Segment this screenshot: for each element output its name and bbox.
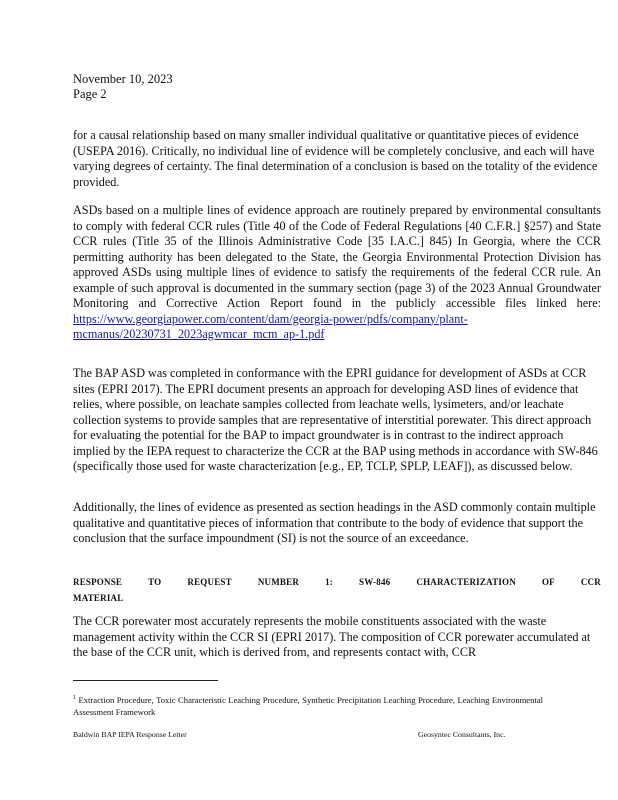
paragraph-lines-of-evidence: Additionally, the lines of evidence as presented as section headings in the ASD commonly contain multiple qualitative and quantitative pieces of information that contribute to the body of evidence that support the conclusion that the surface impoundment (SI) is not the source of an exceedance. [73, 500, 596, 545]
section-heading-line-1 [73, 574, 601, 590]
footnote [73, 692, 543, 719]
footer-company-name: Geosyntec Consultants, Inc. [418, 730, 506, 739]
letter-header [73, 72, 173, 102]
heading-word: NUMBER [257, 577, 300, 587]
heading-word: 1: [325, 577, 333, 587]
paragraph-epri-guidance: The BAP ASD was completed in conformance with the EPRI guidance for development of ASDs at CCR sites (EPRI 2017). The EPRI document presents an approach for developing ASD lines of evidence that relies, where possible, on leachate samples collected from leachate wells, lysimeters, and/or leachate collection systems to provide samples that are representative of interstitial porewater. This direct approach for evaluating the potential for the BAP to impact groundwater is in contrast to the indirect approach implied by the IEPA request to characterize the CCR at the BAP using methods in accordance with SW-846 (specifically those used for waste characterization [e.g., EP, TCLP, SPLP, LEAF]), as discussed below. [73, 366, 598, 473]
heading-word: OF [541, 577, 555, 587]
heading-word: REQUEST [187, 577, 232, 587]
heading-word: CCR [580, 577, 601, 587]
paragraph-causal-relationship: for a causal relationship based on many smaller individual qualitative or quantitative pieces of evidence (USEPA 2016). Critically, no individual line of evidence will be completely conclusive, and each will have varying degrees of certainty. The final determination of a conclusion is based on the totality of the evidence provided. [73, 128, 598, 189]
footnote-marker: 1 [73, 695, 76, 701]
header-page-number: Page 2 [73, 87, 107, 101]
section-heading [73, 574, 601, 606]
heading-word: RESPONSE [73, 577, 123, 587]
footer-document-title: Baldwin BAP IEPA Response Letter [73, 730, 187, 739]
georgia-power-link[interactable]: https://www.georgiapower.com/content/dam/georgia-power/pdfs/company/plant-mcmanus/20230731_2023agwmcar_mcm_ap-1.pdf [73, 311, 468, 341]
footnote-divider [73, 680, 218, 681]
footnote-text: Extraction Procedure, Toxic Characteristic Leaching Procedure, Synthetic Precipitation Leaching Procedure, Leaching Environmental Assessment Framework [73, 694, 543, 718]
header-date: November 10, 2023 [73, 72, 173, 86]
paragraph-ccr-porewater: The CCR porewater most accurately represents the mobile constituents associated with the waste management activity within the CCR SI (EPRI 2017). The composition of CCR porewater accumulated at the base of the CCR unit, which is derived from, and represents contact with, CCR [73, 614, 591, 659]
heading-word: SW-846 [358, 577, 391, 587]
paragraph-asd-approach [73, 203, 601, 343]
heading-word: CHARACTERIZATION [416, 577, 516, 587]
heading-word: TO [148, 577, 162, 587]
paragraph-asd-text: ASDs based on a multiple lines of evidence approach are routinely prepared by environmental consultants to comply with federal CCR rules (Title 40 of the Code of Federal Regulations [40 C.F.R.] §257) and State CCR rules (Title 35 of the Illinois Administrative Code [35 I.A.C.] 845) In Georgia, where the CCR permitting authority has been delegated to the State, the Georgia Environmental Protection Division has approved ASDs using multiple lines of evidence to satisfy the requirements of the federal CCR rule. An example of such approval is documented in the summary section (page 3) of the 2023 Annual Groundwater Monitoring and Corrective Action Report found in the publicly accessible files linked here: [73, 203, 601, 310]
section-heading-line-2: MATERIAL [73, 593, 124, 603]
